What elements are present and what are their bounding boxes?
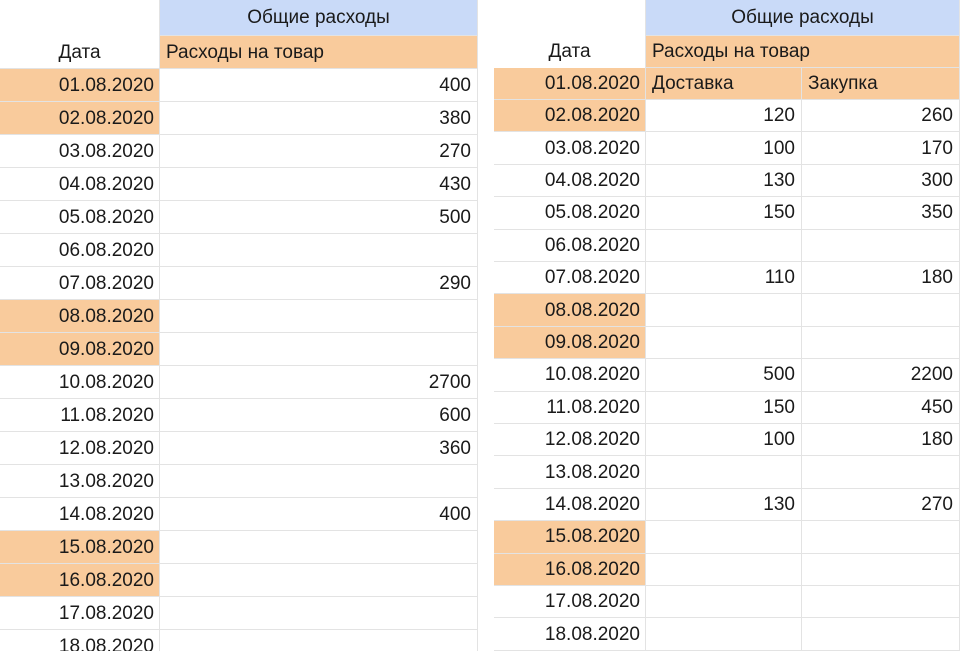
purchase-cell[interactable]: 300 [802, 165, 960, 197]
table-row [494, 197, 960, 229]
purchase-header-cell[interactable]: Закупка [802, 68, 960, 100]
table-row [494, 165, 960, 197]
date-cell[interactable]: 02.08.2020 [494, 100, 646, 132]
date-cell[interactable]: 10.08.2020 [494, 359, 646, 391]
delivery-header-cell[interactable]: Доставка [646, 68, 802, 100]
delivery-cell[interactable] [646, 456, 802, 488]
goods-expense-cell[interactable]: 400 [160, 498, 478, 531]
date-cell[interactable]: 08.08.2020 [0, 300, 160, 333]
goods-expense-cell[interactable] [160, 531, 478, 564]
date-cell[interactable]: 16.08.2020 [0, 564, 160, 597]
table-row [0, 234, 478, 267]
date-cell[interactable]: 04.08.2020 [494, 165, 646, 197]
date-header-cell[interactable]: Дата [0, 36, 160, 69]
header-row-group [494, 0, 960, 36]
date-cell[interactable]: 07.08.2020 [0, 267, 160, 300]
group-header-cell[interactable]: Общие расходы [646, 0, 960, 36]
first-date-cell[interactable]: 01.08.2020 [494, 68, 646, 100]
header-blank-cell[interactable] [494, 0, 646, 36]
goods-expense-header-cell[interactable]: Расходы на товар [646, 36, 960, 68]
table-row [0, 300, 478, 333]
purchase-cell[interactable]: 2200 [802, 359, 960, 391]
header-row-columns [0, 36, 478, 69]
goods-expense-cell[interactable]: 380 [160, 102, 478, 135]
delivery-cell[interactable]: 120 [646, 100, 802, 132]
date-cell[interactable]: 18.08.2020 [0, 630, 160, 651]
goods-expense-cell[interactable]: 400 [160, 69, 478, 102]
date-cell[interactable]: 17.08.2020 [0, 597, 160, 630]
date-cell[interactable]: 15.08.2020 [0, 531, 160, 564]
table-row [494, 424, 960, 456]
goods-expense-cell[interactable]: 500 [160, 201, 478, 234]
table-row [494, 456, 960, 488]
date-cell[interactable]: 13.08.2020 [0, 465, 160, 498]
purchase-cell[interactable] [802, 521, 960, 553]
purchase-cell[interactable] [802, 456, 960, 488]
table-row [0, 498, 478, 531]
purchase-cell[interactable] [802, 230, 960, 262]
purchase-cell[interactable]: 180 [802, 424, 960, 456]
goods-expense-cell[interactable]: 270 [160, 135, 478, 168]
sheet-separator [478, 0, 494, 651]
date-cell[interactable]: 18.08.2020 [494, 618, 646, 650]
date-cell[interactable]: 02.08.2020 [0, 102, 160, 135]
purchase-cell[interactable]: 350 [802, 197, 960, 229]
delivery-cell[interactable]: 130 [646, 489, 802, 521]
table-row [0, 432, 478, 465]
date-cell[interactable]: 05.08.2020 [0, 201, 160, 234]
date-cell[interactable]: 14.08.2020 [0, 498, 160, 531]
date-cell[interactable]: 13.08.2020 [494, 456, 646, 488]
goods-expense-cell[interactable] [160, 234, 478, 267]
date-cell[interactable]: 06.08.2020 [494, 230, 646, 262]
purchase-cell[interactable] [802, 327, 960, 359]
table-row [494, 554, 960, 586]
date-cell[interactable]: 08.08.2020 [494, 294, 646, 326]
right-spreadsheet [494, 0, 960, 651]
goods-expense-cell[interactable]: 430 [160, 168, 478, 201]
purchase-cell[interactable] [802, 618, 960, 650]
table-row [0, 630, 478, 651]
table-row [494, 327, 960, 359]
date-header-cell[interactable] [494, 36, 646, 68]
table-row [494, 132, 960, 164]
goods-expense-cell[interactable]: 2700 [160, 366, 478, 399]
date-cell[interactable]: 11.08.2020 [0, 399, 160, 432]
date-header-label: Дата [548, 41, 591, 62]
delivery-cell[interactable] [646, 521, 802, 553]
purchase-cell[interactable] [802, 586, 960, 618]
header-row-group [0, 0, 478, 36]
table-row [0, 102, 478, 135]
delivery-cell[interactable] [646, 230, 802, 262]
delivery-cell[interactable]: 500 [646, 359, 802, 391]
table-row [0, 399, 478, 432]
table-row [0, 333, 478, 366]
table-row [0, 135, 478, 168]
delivery-cell[interactable] [646, 327, 802, 359]
date-cell[interactable]: 09.08.2020 [494, 327, 646, 359]
table-row [0, 531, 478, 564]
table-row [494, 359, 960, 391]
goods-expense-cell[interactable]: 360 [160, 432, 478, 465]
delivery-cell[interactable] [646, 554, 802, 586]
date-cell[interactable]: 06.08.2020 [0, 234, 160, 267]
delivery-cell[interactable]: 150 [646, 197, 802, 229]
date-cell[interactable]: 12.08.2020 [494, 424, 646, 456]
table-row [0, 564, 478, 597]
header-blank-cell[interactable] [0, 0, 160, 36]
table-row [494, 521, 960, 553]
delivery-cell[interactable]: 100 [646, 132, 802, 164]
date-cell[interactable]: 09.08.2020 [0, 333, 160, 366]
table-row [0, 201, 478, 234]
purchase-cell[interactable] [802, 294, 960, 326]
date-cell[interactable]: 07.08.2020 [494, 262, 646, 294]
left-spreadsheet [0, 0, 478, 651]
table-row [494, 100, 960, 132]
date-cell[interactable]: 04.08.2020 [0, 168, 160, 201]
date-cell[interactable]: 10.08.2020 [0, 366, 160, 399]
purchase-cell[interactable]: 450 [802, 392, 960, 424]
delivery-cell[interactable] [646, 586, 802, 618]
delivery-cell[interactable] [646, 294, 802, 326]
date-cell[interactable]: 05.08.2020 [494, 197, 646, 229]
date-cell[interactable]: 17.08.2020 [494, 586, 646, 618]
table-row [494, 262, 960, 294]
table-row [0, 597, 478, 630]
purchase-cell[interactable]: 170 [802, 132, 960, 164]
table-row [494, 294, 960, 326]
purchase-cell[interactable]: 270 [802, 489, 960, 521]
goods-expense-cell[interactable]: 290 [160, 267, 478, 300]
date-cell[interactable]: 14.08.2020 [494, 489, 646, 521]
goods-expense-cell[interactable] [160, 630, 478, 651]
goods-expense-cell[interactable] [160, 333, 478, 366]
table-row [0, 267, 478, 300]
goods-expense-header-cell[interactable]: Расходы на товар [160, 36, 478, 69]
date-cell[interactable]: 03.08.2020 [494, 132, 646, 164]
date-cell[interactable]: 16.08.2020 [494, 554, 646, 586]
delivery-cell[interactable]: 110 [646, 262, 802, 294]
table-row [0, 366, 478, 399]
header-row-subcolumns [494, 68, 960, 100]
table-row [0, 168, 478, 201]
table-row [494, 230, 960, 262]
table-row [0, 465, 478, 498]
table-row [494, 618, 960, 650]
date-cell[interactable]: 03.08.2020 [0, 135, 160, 168]
delivery-cell[interactable]: 150 [646, 392, 802, 424]
delivery-cell[interactable] [646, 618, 802, 650]
table-row [0, 69, 478, 102]
date-cell[interactable]: 12.08.2020 [0, 432, 160, 465]
header-row-columns [494, 36, 960, 68]
date-cell[interactable]: 15.08.2020 [494, 521, 646, 553]
goods-expense-cell[interactable] [160, 564, 478, 597]
table-row [494, 586, 960, 618]
delivery-cell[interactable]: 130 [646, 165, 802, 197]
table-row [494, 392, 960, 424]
purchase-cell[interactable] [802, 554, 960, 586]
date-cell[interactable]: 01.08.2020 [0, 69, 160, 102]
table-row [494, 489, 960, 521]
delivery-cell[interactable]: 100 [646, 424, 802, 456]
goods-expense-cell[interactable]: 600 [160, 399, 478, 432]
goods-expense-cell[interactable] [160, 597, 478, 630]
goods-expense-cell[interactable] [160, 465, 478, 498]
goods-expense-cell[interactable] [160, 300, 478, 333]
purchase-cell[interactable]: 260 [802, 100, 960, 132]
group-header-cell[interactable]: Общие расходы [160, 0, 478, 36]
purchase-cell[interactable]: 180 [802, 262, 960, 294]
date-cell[interactable]: 11.08.2020 [494, 392, 646, 424]
